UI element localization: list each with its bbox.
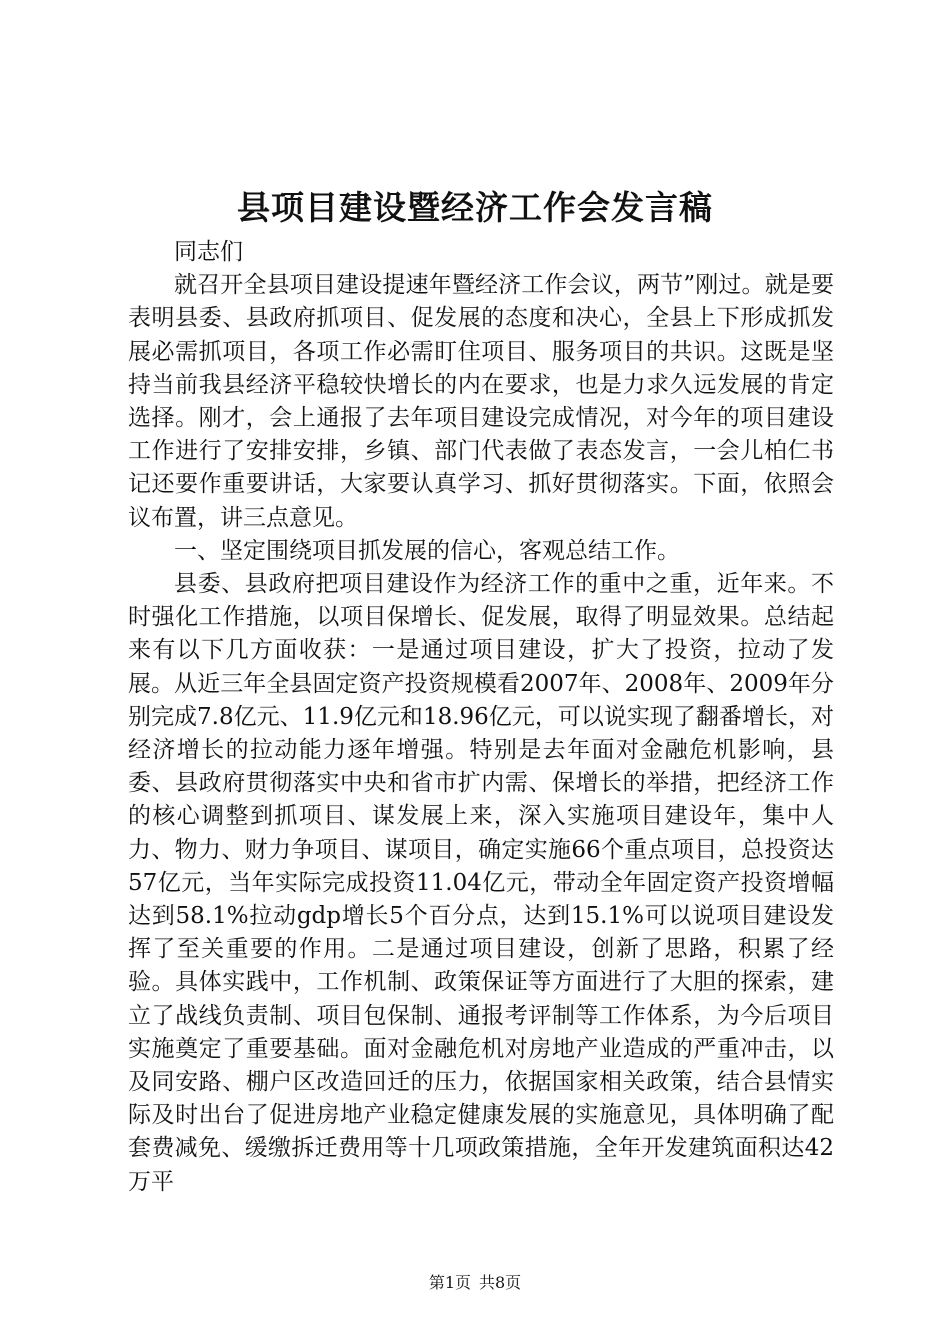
page-footer: [0, 1272, 950, 1294]
page-number: 第1页: [428, 1273, 471, 1292]
intro-paragraph: 就召开全县项目建设提速年暨经济工作会议，两节”刚过。就是要表明县委、县政府抓项目、促发展的态度和决心，全县上下形成抓发展必需抓项目，各项工作必需盯住项目、服务项目的共识。这既是坚持当前我县经济平稳较快增长的内在要求，也是力求久远发展的肯定选择。刚才，会上通报了去年项目建设完成情况，对今年的项目建设工作进行了安排安排，乡镇、部门代表做了表态发言，一会儿柏仁书记还要作重要讲话，大家要认真学习、抓好贯彻落实。下面，依照会议布置，讲三点意见。: [128, 272, 834, 531]
section-heading-paragraph: 一、坚定围绕项目抓发展的信心，客观总结工作。: [174, 537, 680, 564]
page-total: 共8页: [479, 1273, 522, 1292]
salutation-paragraph: 同志们: [174, 239, 243, 265]
document-body: [128, 236, 834, 1199]
document-title: 县项目建设暨经济工作会发言稿: [237, 188, 713, 227]
review-paragraph: 县委、县政府把项目建设作为经济工作的重中之重，近年来。不时强化工作措施，以项目保增长、促发展，取得了明显效果。总结起来有以下几方面收获：一是通过项目建设，扩大了投资，拉动了发展。从近三年全县固定资产投资规模看2007年、2008年、2009年分别完成7.8亿元、11.9亿元和18.96亿元，可以说实现了翻番增长，对经济增长的拉动能力逐年增强。特别是去年面对金融危机影响，县委、县政府贯彻落实中央和省市扩内需、保增长的举措，把经济工作的核心调整到抓项目、谋发展上来，深入实施项目建设年，集中人力、物力、财力争项目、谋项目，确定实施66个重点项目，总投资达57亿元，当年实际完成投资11.04亿元，带动全年固定资产投资增幅达到58.1%拉动gdp增长5个百分点，达到15.1%可以说项目建设发挥了至关重要的作用。二是通过项目建设，创新了思路，积累了经验。具体实践中，工作机制、政策保证等方面进行了大胆的探索，建立了战线负责制、项目包保制、通报考评制等工作体系，为今后项目实施奠定了重要基础。面对金融危机对房地产业造成的严重冲击，以及同安路、棚户区改造回迁的压力，依据国家相关政策，结合县情实际及时出台了促进房地产业稳定健康发展的实施意见，具体明确了配套费减免、缓缴拆迁费用等十几项政策措施，全年开发建筑面积达42万平: [128, 571, 834, 1195]
